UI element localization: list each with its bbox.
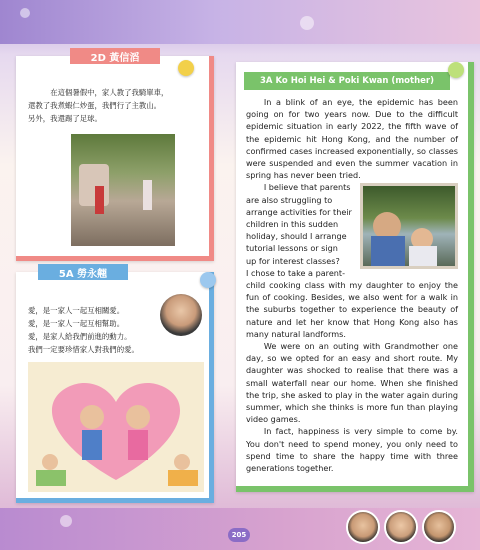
mother-body [371,236,405,266]
student-avatar [384,510,418,544]
adult-figure [143,180,152,210]
story-text [28,86,206,125]
pushpin-icon [448,62,464,78]
text-line: holiday, should I arrange [246,231,347,242]
story-card-3a [236,62,474,492]
decor-dot [60,515,72,527]
wrapped-paragraph [246,181,354,279]
student-avatar [422,510,456,544]
text-line: are also struggling to [246,194,333,205]
text-line: 愛，是家人給我們前進的動力。 [28,332,132,341]
author-tag: 2D 黃信滔 [70,48,160,64]
pushpin-icon [178,60,194,76]
text-line: I chose to take a parent- [246,267,346,278]
story-card-5a [16,268,214,503]
text-line: 另外，我還踢了足球。 [28,114,102,123]
family-drawing [28,362,204,492]
page-number: 205 [228,528,250,542]
paragraph: In a blink of an eye, the epidemic has been going on for two years now. Due to the difficult epidemic situation in early 2022, the fifth wave of the epidemic hit Hong Kong, and the number of confirmed cases increased exponentially, so classes were suspended and even the summer vacation in spring has never been tried. [246,97,458,181]
paragraph: In fact, happiness is very simple to come by. You don't need to spend money, you only need to spend time to share the happy time with three generations together. [246,426,458,474]
text-line: I believe that parents [263,182,351,193]
stone-sign [79,164,109,206]
text-line: tutorial lessons or sign [246,243,338,254]
paragraph: child cooking class with my daughter to enjoy the fun of cooking. Besides, we also went for a walk in the suburbs together to experience the beauty of nature and let her know that Hong Kong also has many natural landforms. [246,280,458,339]
heart-drawing [28,362,204,492]
waterfall-photo [360,183,458,269]
text-line: up for interest classes? [246,255,340,266]
text-line: children in this sudden [246,219,339,230]
child-figure [95,186,104,214]
text-line: 我們一定要珍惜家人對我們的愛。 [28,345,139,354]
top-banner [0,0,480,44]
story-card-2d [16,52,214,261]
story-text [28,304,158,356]
text-line: 愛，是一家人一起互相關愛。 [28,306,125,315]
paragraph: We were on an outing with Grandmother one day, so we opted for an easy and short route. My daughter was shocked to realise that there was a small waterfall near our home. When she finished the trip, she asked to play in the water again during summer, which she thinks is more fun than playing video games. [246,341,458,425]
student-portrait [160,294,202,336]
author-tag: 3A Ko Hoi Hei & Poki Kwan (mother) [244,72,450,90]
family-bike-photo [71,134,175,246]
text-line: arrange activities for their [246,206,352,217]
daughter-body [409,246,437,268]
decor-dot [20,8,30,18]
story-text [246,96,458,474]
pushpin-icon [200,272,216,288]
text-line: 在這個暑假中，家人教了我騎單車， [50,88,169,97]
decor-dot [300,16,314,30]
student-avatar [346,510,380,544]
text-line: 愛，是一家人一起互相幫助。 [28,319,125,328]
author-tag: 5A 勞永翹 [38,264,128,280]
text-line: 還教了我煮蝦仁炒蛋，我們行了主教山。 [28,101,162,110]
